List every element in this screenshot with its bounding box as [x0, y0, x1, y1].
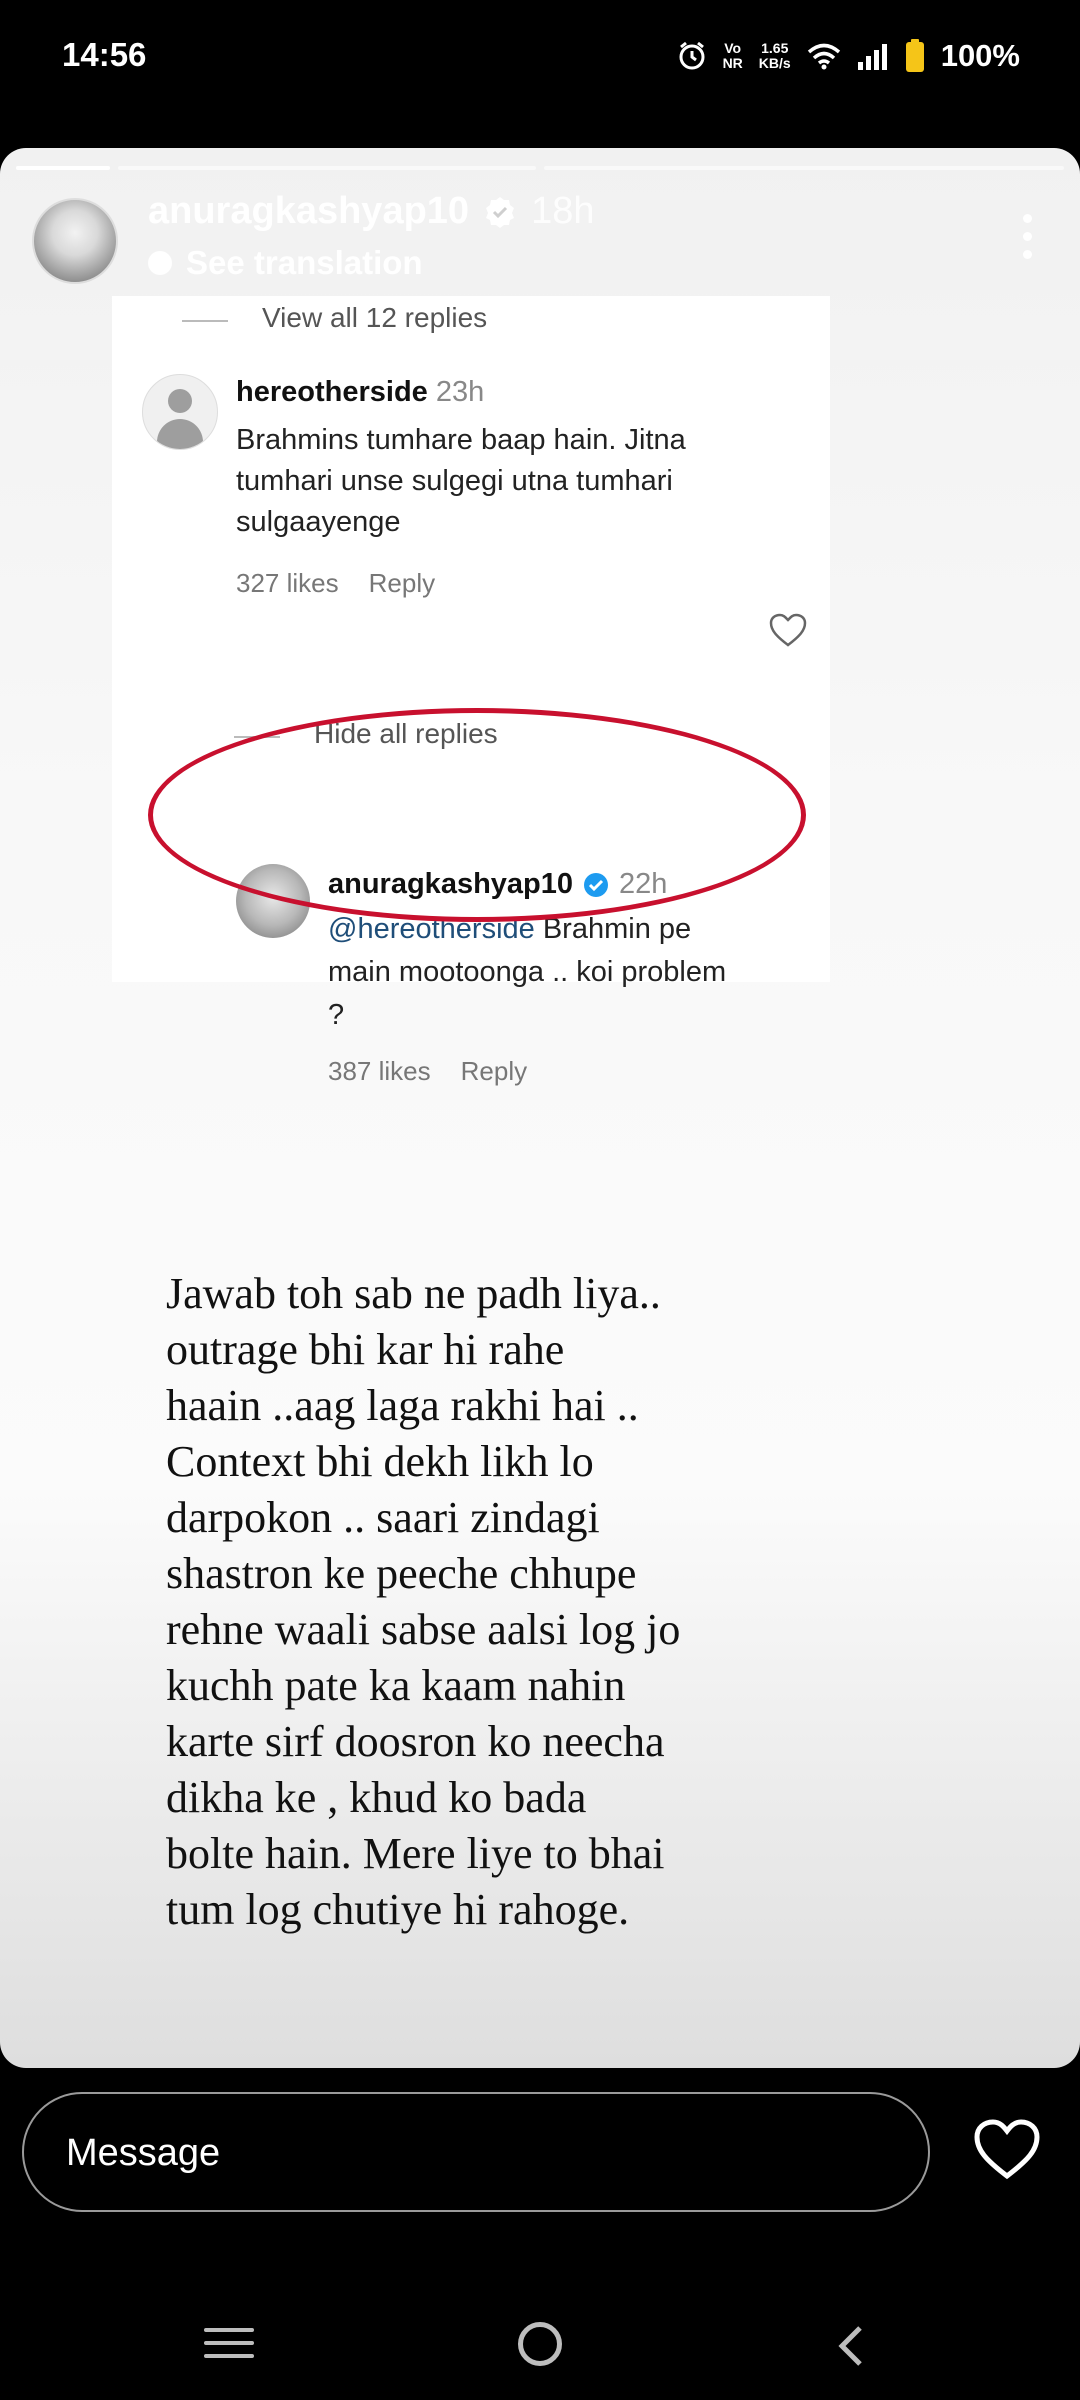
status-bar — [0, 0, 1080, 120]
message-input[interactable] — [64, 2126, 888, 2180]
reply-text: @hereotherside Brahmin pe main mootoonga .. koi problem ? — [328, 913, 727, 1031]
comment-screenshot — [112, 296, 830, 1086]
wifi-icon — [807, 42, 841, 70]
see-translation-button[interactable] — [148, 244, 423, 282]
verified-badge-icon — [483, 195, 517, 229]
comment-username: hereotherside 23h — [236, 376, 485, 408]
view-all-replies: View all 12 replies — [262, 302, 487, 334]
more-options-icon[interactable] — [1020, 214, 1034, 259]
signal-icon — [857, 42, 889, 70]
heart-icon[interactable] — [972, 2118, 1042, 2182]
see-translation-label: See translation — [186, 244, 423, 281]
story-card[interactable] — [0, 148, 1080, 2068]
story-header — [148, 190, 594, 233]
reply-username: anuragkashyap10 22h — [328, 868, 668, 900]
highlight-circle — [148, 708, 806, 922]
battery-percent: 100% — [940, 38, 1020, 73]
story-avatar[interactable] — [32, 198, 118, 284]
reply-meta: 387 likes Reply — [328, 1056, 528, 1086]
home-icon[interactable] — [518, 2322, 562, 2366]
status-icons — [677, 38, 1020, 74]
story-progress-1 — [16, 166, 110, 170]
battery-icon — [905, 39, 925, 73]
story-caption: Jawab toh sab ne padh liya.. outrage bhi kar hi rahe haain ..aag laga rakhi hai .. Context bhi dekh likh lo darpokon .. saari zindagi shastron ke peeche chhupe rehne waali sabse aalsi log jo kuchh pate ka kaam nahin karte sirf doosron ko neecha dikha ke , khud ko bada bolte hain. Mere liye to bhai tum log chutiye hi rahoge. — [166, 1269, 681, 1934]
story-progress-2 — [118, 166, 536, 170]
hide-all-replies: Hide all replies — [314, 718, 498, 750]
navigation-bar — [0, 2300, 1080, 2400]
comment-text: Brahmins tumhare baap hain. Jitna tumhari unse sulgegi utna tumhari sulgaayenge — [236, 424, 686, 538]
network-type: Vo NR — [722, 40, 743, 71]
back-icon[interactable] — [830, 2320, 870, 2372]
story-time: 18h — [531, 190, 595, 232]
story-progress-3 — [544, 166, 1064, 170]
menu-icon[interactable] — [204, 2328, 254, 2358]
comment-meta: 327 likes Reply — [236, 568, 436, 598]
comment-heart-icon — [768, 612, 808, 648]
alarm-icon — [677, 41, 707, 71]
message-field[interactable] — [22, 2092, 930, 2212]
status-time: 14:56 — [62, 36, 147, 73]
network-speed: 1.65 KB/s — [758, 40, 791, 71]
translate-icon — [148, 251, 172, 275]
commenter-avatar — [142, 374, 218, 450]
story-username[interactable]: anuragkashyap10 — [148, 190, 470, 232]
